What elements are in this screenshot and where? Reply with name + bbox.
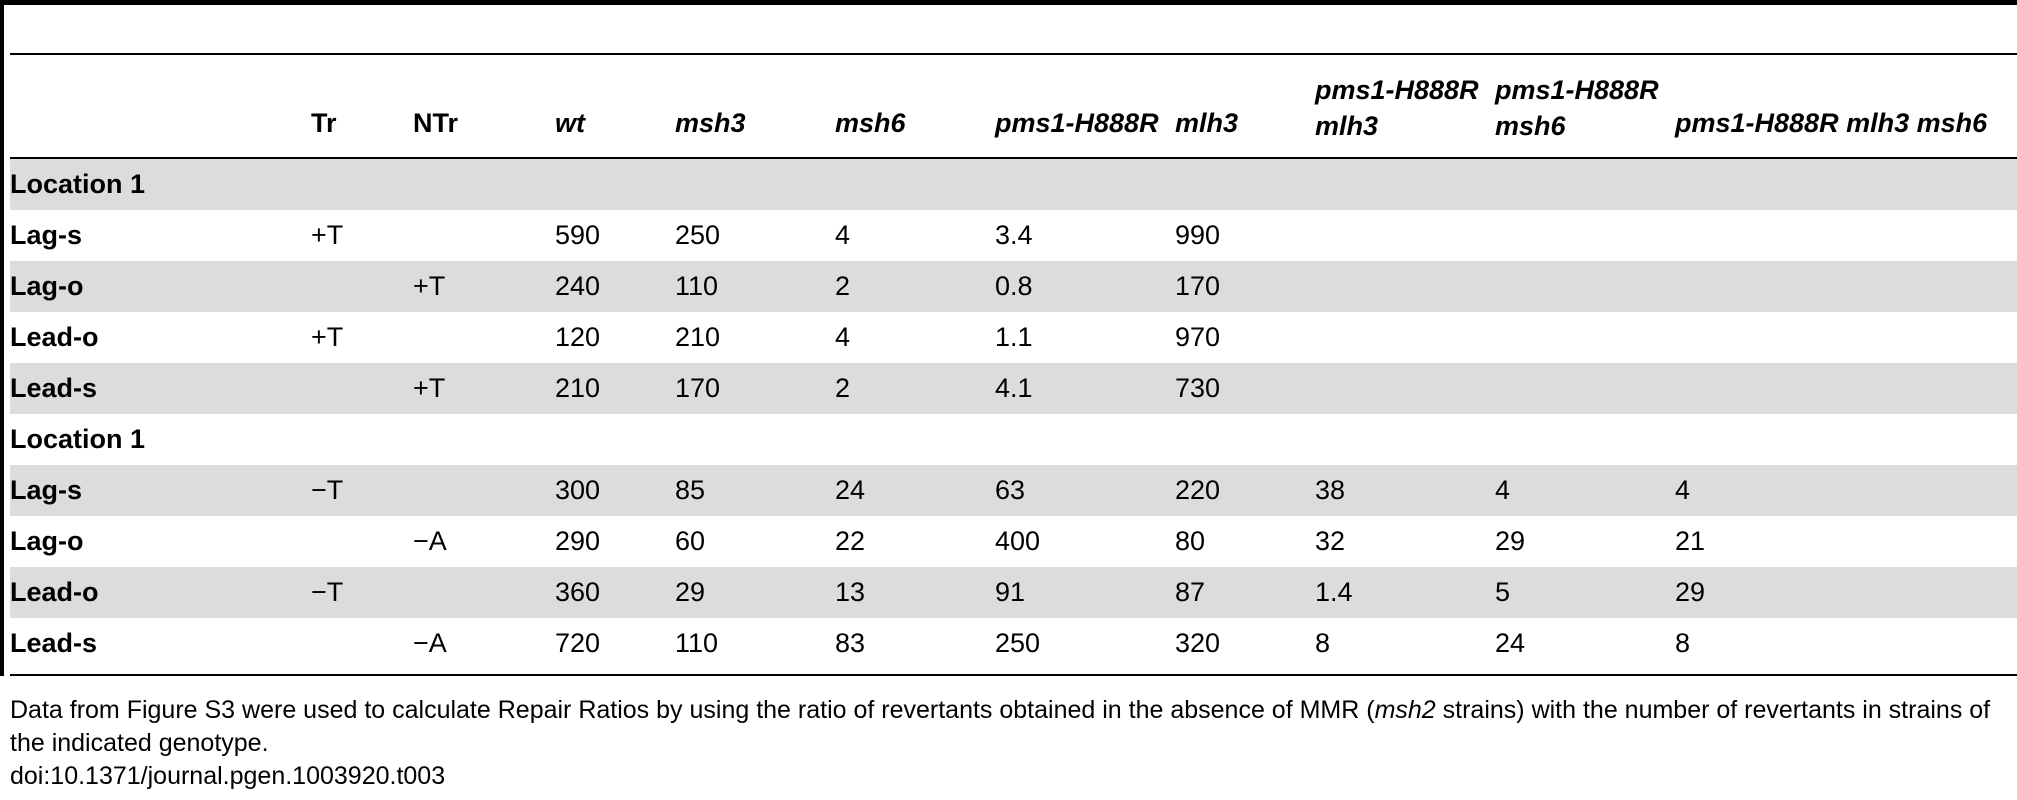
msh3-cell: 210 [675, 322, 721, 352]
tr-cell: +T [311, 220, 344, 250]
pms1-cell: 4.1 [995, 363, 1175, 414]
pms1-msh6-cell [1495, 210, 1675, 261]
ntr-cell: +T [413, 261, 555, 312]
ntr-cell: +T [413, 363, 555, 414]
pms1-mlh3-cell: 1.4 [1315, 567, 1495, 618]
tr-cell: −T [311, 465, 413, 516]
row-label: Lag-o [10, 526, 84, 556]
pms1-msh6-cell [1495, 363, 1675, 414]
table-row [10, 567, 2017, 618]
ntr-cell [413, 210, 555, 261]
column-header-ntr: NTr [413, 108, 459, 138]
mlh3-cell: 730 [1175, 363, 1315, 414]
table-row [10, 363, 2017, 414]
table-bottom-rule [10, 674, 2017, 676]
pms1-cell: 91 [995, 567, 1175, 618]
row-label: Lag-s [10, 220, 83, 250]
pms1-msh6-cell: 4 [1495, 465, 1675, 516]
mlh3-cell: 87 [1175, 567, 1315, 618]
tr-cell [311, 261, 413, 312]
table-row [10, 618, 2017, 669]
msh3-cell: 250 [675, 220, 721, 250]
footnote-doi: doi:10.1371/journal.pgen.1003920.t003 [10, 762, 446, 790]
column-header-pms1: pms1-H888R [995, 108, 1159, 138]
header-top-rule [10, 53, 2017, 55]
pms1-mlh3-cell [1315, 312, 1495, 363]
msh3-cell: 110 [675, 628, 719, 658]
pms1-mlh3-msh6-cell: 4 [1675, 465, 2017, 516]
wt-cell: 240 [555, 261, 675, 312]
mlh3-cell: 220 [1175, 465, 1315, 516]
pms1-mlh3-cell [1315, 261, 1495, 312]
pms1-msh6-cell: 24 [1495, 628, 1526, 658]
wt-cell: 300 [555, 465, 675, 516]
msh3-cell: 85 [675, 465, 835, 516]
section-header-row [10, 414, 2017, 465]
row-label: Lead-s [10, 628, 98, 658]
column-header-pms1-msh6: pms1-H888R msh6 [1495, 75, 1659, 141]
pms1-mlh3-msh6-cell [1675, 363, 2017, 414]
msh6-cell: 4 [835, 322, 851, 352]
msh3-cell: 110 [675, 261, 835, 312]
pms1-cell: 400 [995, 526, 1041, 556]
msh6-cell: 4 [835, 220, 851, 250]
msh6-cell: 2 [835, 261, 995, 312]
pms1-cell: 1.1 [995, 322, 1033, 352]
msh3-cell: 170 [675, 363, 835, 414]
table-row [10, 312, 2017, 363]
table-row [10, 516, 2017, 567]
section-title: Location 1 [10, 159, 2017, 210]
pms1-mlh3-cell [1315, 210, 1495, 261]
row-label: Lead-o [10, 322, 99, 352]
section-title: Location 1 [10, 424, 146, 454]
ntr-cell [413, 312, 555, 363]
ntr-cell: −A [413, 526, 447, 556]
pms1-msh6-cell: 5 [1495, 567, 1675, 618]
pms1-mlh3-msh6-cell: 29 [1675, 567, 2017, 618]
table-row [10, 210, 2017, 261]
pms1-mlh3-cell: 32 [1315, 526, 1346, 556]
msh6-cell: 22 [835, 526, 866, 556]
section-header-row [10, 159, 2017, 210]
msh3-cell: 60 [675, 526, 706, 556]
mlh3-cell: 970 [1175, 322, 1221, 352]
footnote-text-start: Data from Figure S3 were used to calculate Repair Ratios by using the ratio of revertants obtained in the absence of MMR ( [10, 696, 1375, 724]
ntr-cell: −A [413, 628, 447, 658]
wt-cell: 210 [555, 363, 675, 414]
msh3-cell: 29 [675, 567, 835, 618]
mlh3-cell: 170 [1175, 261, 1315, 312]
column-header-pms1-mlh3: pms1-H888R mlh3 [1315, 75, 1479, 141]
ntr-cell [413, 567, 555, 618]
wt-cell: 360 [555, 567, 675, 618]
pms1-mlh3-cell: 8 [1315, 628, 1331, 658]
pms1-mlh3-msh6-cell: 8 [1675, 628, 1691, 658]
pms1-mlh3-msh6-cell: 21 [1675, 526, 1706, 556]
table-left-border [0, 0, 4, 676]
mlh3-cell: 80 [1175, 526, 1206, 556]
msh6-cell: 13 [835, 567, 995, 618]
tr-cell [311, 363, 413, 414]
msh6-cell: 24 [835, 465, 995, 516]
ntr-cell [413, 465, 555, 516]
mlh3-cell: 990 [1175, 220, 1221, 250]
column-header-pms1-mlh3-msh6: pms1-H888R mlh3 msh6 [1675, 108, 1988, 138]
column-header-msh6: msh6 [835, 108, 906, 138]
row-label: Lead-s [10, 363, 311, 414]
pms1-msh6-cell [1495, 261, 1675, 312]
column-header-tr: Tr [311, 108, 337, 138]
tr-cell [311, 516, 413, 567]
pms1-cell: 3.4 [995, 220, 1033, 250]
pms1-msh6-cell: 29 [1495, 526, 1526, 556]
mlh3-cell: 320 [1175, 628, 1221, 658]
table-top-border [0, 0, 2017, 5]
wt-cell: 720 [555, 628, 601, 658]
pms1-mlh3-msh6-cell [1675, 261, 2017, 312]
table-footnote [10, 694, 2017, 793]
column-header-msh3: msh3 [675, 108, 746, 138]
row-label: Lag-s [10, 465, 311, 516]
pms1-cell: 0.8 [995, 261, 1175, 312]
msh6-cell: 83 [835, 628, 866, 658]
pms1-cell: 250 [995, 628, 1041, 658]
row-label: Lead-o [10, 567, 311, 618]
footnote-italic-gene: msh2 [1374, 696, 1436, 724]
wt-cell: 120 [555, 322, 601, 352]
msh6-cell: 2 [835, 363, 995, 414]
pms1-mlh3-msh6-cell [1675, 210, 2017, 261]
pms1-mlh3-cell: 38 [1315, 465, 1495, 516]
pms1-mlh3-cell [1315, 363, 1495, 414]
tr-cell: +T [311, 322, 344, 352]
tr-cell: −T [311, 567, 413, 618]
tr-cell [311, 618, 413, 669]
pms1-msh6-cell [1495, 312, 1675, 363]
column-header-wt: wt [555, 108, 585, 138]
row-label: Lag-o [10, 261, 311, 312]
repair-ratio-table [10, 159, 2017, 669]
footnote-text-end: strains) with the number of revertants in strains of the indicated genotype. [10, 696, 1991, 757]
pms1-cell: 63 [995, 465, 1175, 516]
wt-cell: 590 [555, 220, 601, 250]
pms1-mlh3-msh6-cell [1675, 312, 2017, 363]
table-row [10, 465, 2017, 516]
column-header-mlh3: mlh3 [1175, 108, 1239, 138]
wt-cell: 290 [555, 526, 601, 556]
table-row [10, 261, 2017, 312]
